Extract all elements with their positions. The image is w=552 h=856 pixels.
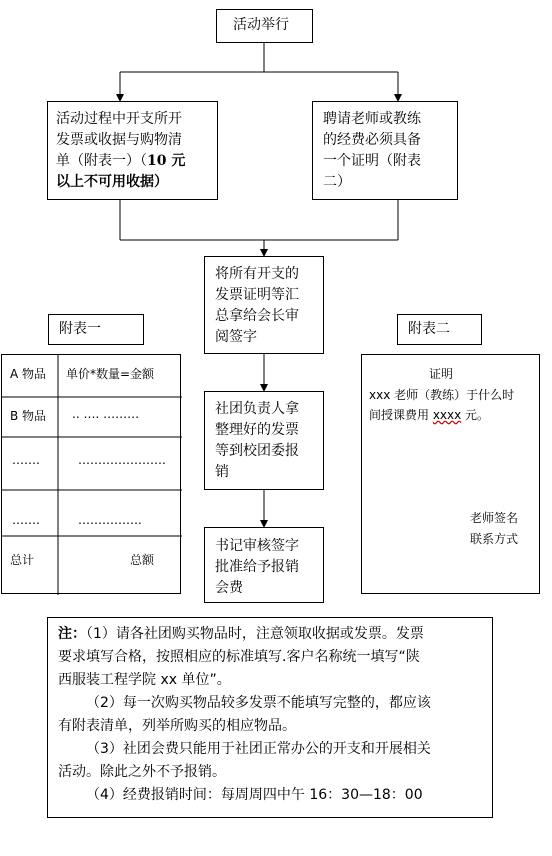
table-row-4-item: ……. [12, 513, 40, 527]
coach-fee-box [312, 101, 458, 200]
left-line-3 [56, 151, 185, 172]
middle-line-3: 总拿给会长审 [215, 308, 299, 324]
note-line-1 [58, 624, 424, 645]
appendix2-title: 附表二 [408, 321, 450, 337]
note-line-6: （3）社团会费只能用于社团正常办公的开支和开展相关 [86, 741, 431, 757]
step3-line-3: 会费 [215, 580, 243, 596]
start-box [216, 9, 313, 43]
summary-box [204, 256, 324, 354]
step3-line-1: 书记审核签字 [215, 538, 299, 554]
note-label: 注： [58, 626, 86, 642]
right-line-2: 的经费必须具备 [323, 132, 421, 148]
left-line-2: 发票或收据与购物清 [56, 132, 182, 148]
note-box [47, 617, 493, 818]
certificate-amount: xxxx [432, 408, 462, 422]
left-line-4-bold: 以上不可用收据） [56, 174, 168, 190]
table-row-4-amount: ……………. [78, 513, 142, 527]
step2-line-2: 整理好的发票 [215, 422, 299, 438]
table-row-1-amount: 单价*数量=金额 [66, 367, 155, 381]
certificate-heading: 证明 [429, 367, 454, 381]
note-line-8: （4）经费报销时间：每周周四中午 16：30—18：00 [86, 787, 423, 803]
right-line-1: 聘请老师或教练 [323, 111, 421, 127]
step3-line-2: 批准给予报销 [215, 559, 299, 575]
note-line-4: （2）每一次购买物品较多发票不能填写完整的，都应该 [86, 695, 431, 711]
note-line-3: 西服装工程学院 xx 单位”。 [58, 672, 231, 688]
certificate-line-2-a: 间授课费用 [369, 408, 433, 422]
step2-line-3: 等到校团委报 [215, 443, 299, 459]
middle-line-4: 阅签字 [215, 329, 257, 345]
table-row-2-amount: .. …. ……… [72, 407, 140, 421]
purchase-receipt-box [47, 101, 218, 200]
table-total-label: 总计 [10, 553, 35, 567]
teacher-signature-label: 老师签名 [470, 511, 519, 525]
right-line-4: 二） [323, 174, 351, 190]
certificate-line-2 [369, 406, 489, 423]
appendix1-label-box [48, 314, 144, 345]
note-line-5: 有附表清单，列举所购买的相应物品。 [58, 718, 296, 734]
appendix2-certificate [361, 354, 540, 594]
appendix2-label-box [397, 314, 482, 345]
start-label: 活动举行 [233, 17, 289, 33]
step2-line-4: 销 [215, 464, 229, 480]
table-row-3-item: ……. [12, 453, 40, 467]
approval-box [204, 527, 324, 603]
reimburse-box [204, 391, 324, 490]
left-line-1: 活动过程中开支所开 [56, 111, 182, 127]
table-total-amount: 总额 [130, 553, 155, 567]
certificate-line-2-c: 元。 [461, 408, 490, 422]
table-row-1-item: A 物品 [10, 367, 47, 381]
step2-line-1: 社团负责人拿 [215, 401, 299, 417]
left-line-4 [56, 172, 168, 193]
left-line-3-text: 单（附表一）（ [56, 153, 147, 169]
right-line-3: 一个证明（附表 [323, 153, 421, 169]
note-line-2: 要求填写合格，按照相应的标准填写.客户名称统一填写“陕 [58, 649, 420, 665]
note-line-7: 活动。除此之外不予报销。 [58, 764, 226, 780]
left-line-3-bold: 10 元 [147, 153, 186, 169]
table-row-2-item: B 物品 [10, 409, 47, 423]
table-row-3-amount: …………………. [78, 453, 166, 467]
appendix1-title: 附表一 [59, 321, 101, 337]
appendix1-table [1, 354, 181, 594]
certificate-line-1: xxx 老师（教练）于什么时 [369, 388, 515, 402]
middle-line-1: 将所有开支的 [215, 266, 299, 282]
note-text-1: （1）请各社团购买物品时，注意领取收据或发票。发票 [86, 626, 424, 642]
middle-line-2: 发票证明等汇 [215, 287, 299, 303]
contact-label: 联系方式 [470, 532, 519, 546]
